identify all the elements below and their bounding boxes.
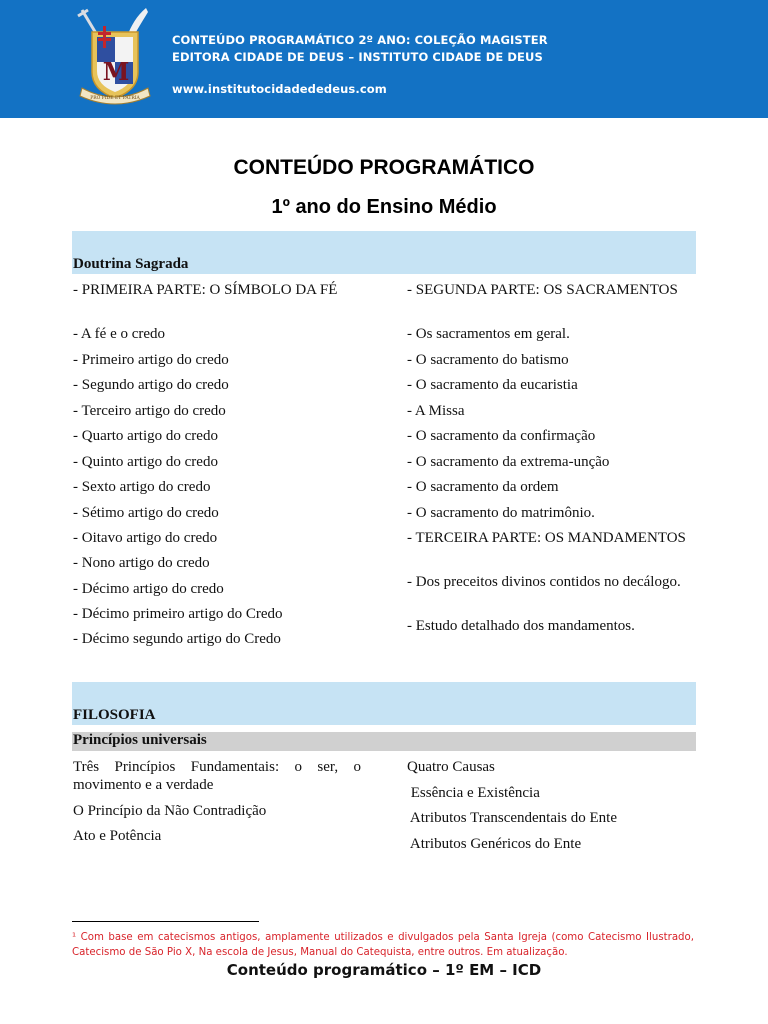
doutrina-left-item: - Décimo segundo artigo do Credo <box>73 631 281 647</box>
filosofia-right-item: Quatro Causas <box>407 759 495 775</box>
page-footer: Conteúdo programático – 1º EM – ICD <box>226 961 542 979</box>
doutrina-right-item: - O sacramento da eucaristia <box>407 377 578 393</box>
section-heading-filosofia: FILOSOFIA <box>73 707 156 723</box>
doutrina-left-item: - Sexto artigo do credo <box>73 479 211 495</box>
header-title-line2: EDITORA CIDADE DE DEUS – INSTITUTO CIDADE DE DEUS <box>172 50 543 64</box>
subsection-bar <box>72 732 696 751</box>
doutrina-right-item: - Estudo detalhado dos mandamentos. <box>407 618 635 634</box>
doutrina-right-item: - TERCEIRA PARTE: OS MANDAMENTOS <box>407 530 686 546</box>
filosofia-left-item: Ato e Potência <box>73 828 162 844</box>
doutrina-left-item: - Oitavo artigo do credo <box>73 530 218 546</box>
svg-text:M: M <box>102 57 130 86</box>
page-title: CONTEÚDO PROGRAMÁTICO <box>233 156 535 179</box>
doutrina-right-item: - O sacramento do batismo <box>407 352 569 368</box>
doutrina-right-item: - O sacramento do matrimônio. <box>407 505 595 521</box>
section-band-doutrina <box>72 231 696 274</box>
doutrina-right-item: - O sacramento da ordem <box>407 479 559 495</box>
doutrina-left-item: - Quarto artigo do credo <box>73 428 218 444</box>
shield-crest-icon <box>76 6 154 106</box>
doutrina-left-item: - Nono artigo do credo <box>73 555 210 571</box>
footnote-divider <box>72 921 259 922</box>
doutrina-left-item: - Décimo primeiro artigo do Credo <box>73 606 283 622</box>
filosofia-right-item: Atributos Transcendentais do Ente <box>407 810 617 826</box>
section-band-filosofia <box>72 682 696 725</box>
doutrina-right-item: - O sacramento da extrema-unção <box>407 454 610 470</box>
footnote: ¹ Com base em catecismos antigos, amplamente utilizados e divulgados pela Santa Igreja (como Catecismo Ilustrado, Catecismo de São Pio X, Na escola de Jesus, Manual do Catequista, entre outros. Em atualização. <box>72 932 694 958</box>
header-title-line1: CONTEÚDO PROGRAMÁTICO 2º ANO: COLEÇÃO MAGISTER <box>172 33 548 47</box>
doutrina-right-item: - SEGUNDA PARTE: OS SACRAMENTOS <box>407 282 678 298</box>
filosofia-left-item: Três Princípios Fundamentais: o ser, o movimento e a verdade <box>73 759 361 793</box>
doutrina-left-item: - Sétimo artigo do credo <box>73 505 219 521</box>
doutrina-right-item: - Os sacramentos em geral. <box>407 326 570 342</box>
header-bar <box>0 0 768 118</box>
filosofia-right-item: Essência e Existência <box>407 785 540 801</box>
page-subtitle: 1º ano do Ensino Médio <box>271 196 497 218</box>
section-heading-doutrina: Doutrina Sagrada <box>73 256 189 272</box>
doutrina-right-item: - A Missa <box>407 403 465 419</box>
filosofia-right-item: Atributos Genéricos do Ente <box>407 836 582 852</box>
doutrina-left-item: - A fé e o credo <box>73 326 166 342</box>
doutrina-left-item: - PRIMEIRA PARTE: O SÍMBOLO DA FÉ <box>73 282 338 298</box>
svg-text:PRO FIDE ET PATRIA: PRO FIDE ET PATRIA <box>90 96 140 101</box>
subsection-heading: Princípios universais <box>73 732 207 748</box>
doutrina-left-item: - Segundo artigo do credo <box>73 377 229 393</box>
header-website-link[interactable]: www.institutocidadededeus.com <box>172 82 387 96</box>
doutrina-right-item: - O sacramento da confirmação <box>407 428 596 444</box>
doutrina-left-item: - Quinto artigo do credo <box>73 454 218 470</box>
filosofia-left-item: O Princípio da Não Contradição <box>73 803 267 819</box>
doutrina-left-item: - Décimo artigo do credo <box>73 581 224 597</box>
doutrina-right-item: - Dos preceitos divinos contidos no decálogo. <box>407 574 681 590</box>
doutrina-left-item: - Primeiro artigo do credo <box>73 352 229 368</box>
doutrina-left-item: - Terceiro artigo do credo <box>73 403 226 419</box>
